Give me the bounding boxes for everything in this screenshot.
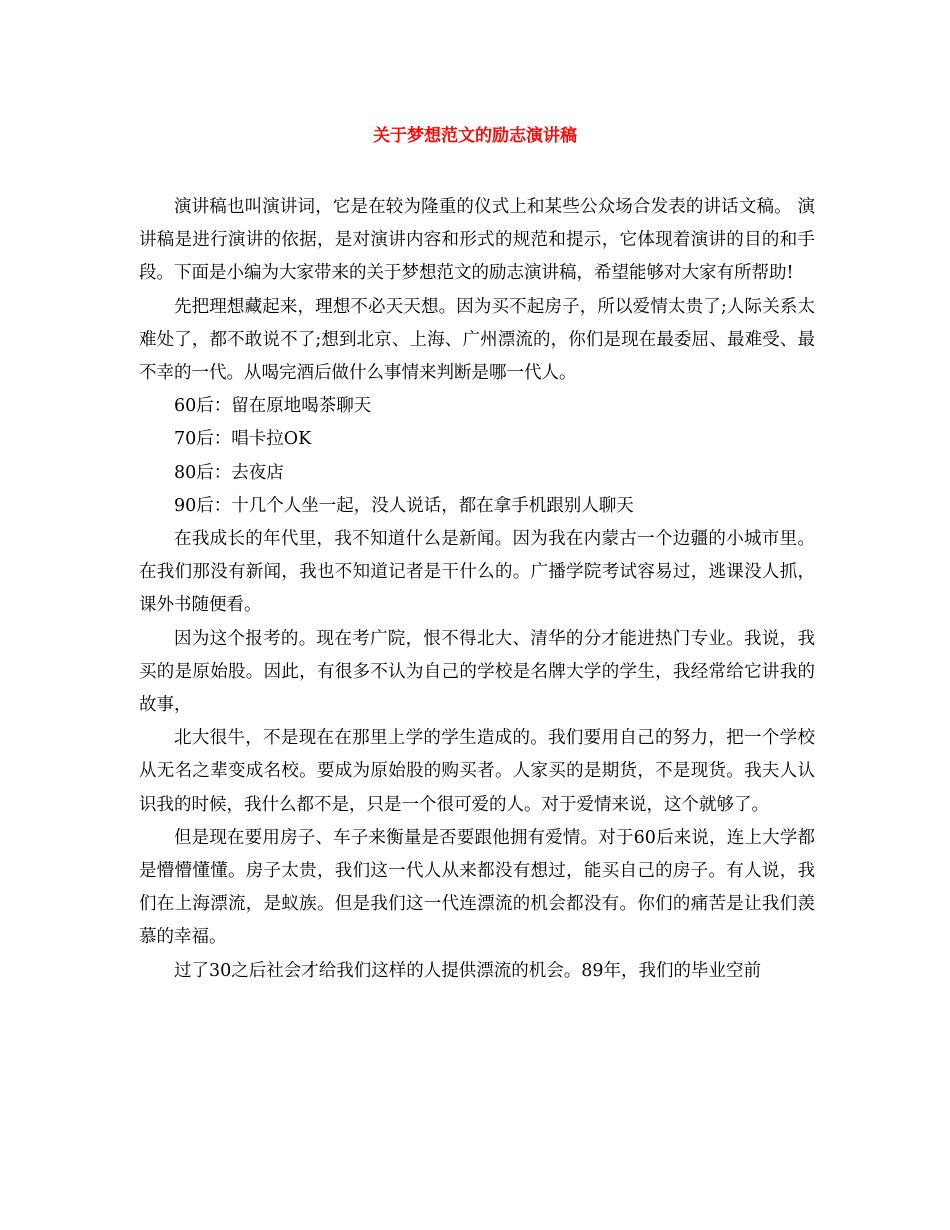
paragraph-90s: 90后：十几个人坐一起，没人说话，都在拿手机跟别人聊天 <box>174 495 634 516</box>
paragraph-peking-university: 北大很牛，不是现在在那里上学的学生造成的。我们要用自己的努力，把一个学校从无名之辈变成名校。要成为原始股的购买者。人家买的是期货，不是现货。我夫人认识我的时候，我什么都不是，只是一个很可爱的人。对于爱情来说，这个就够了。 <box>139 728 815 815</box>
paragraph-70s: 70后：唱卡拉OK <box>174 429 312 450</box>
paragraph-houses-cars: 但是现在要用房子、车子来衡量是否要跟他拥有爱情。对于60后来说，连上大学都是懵懵懂懂。房子太贵，我们这一代人从来都没有想过，能买自己的房子。有人说，我们在上海漂流，是蚁族。但是我们这一代连漂流的机会都没有。你们的痛苦是让我们羡慕的幸福。 <box>139 827 815 948</box>
paragraph-intro: 演讲稿也叫演讲词，它是在较为隆重的仪式上和某些公众场合发表的讲话文稿。 演讲稿是进行演讲的依据，是对演讲内容和形式的规范和提示，它体现着演讲的目的和手段。下面是小编为大家带来的关于梦想范文的励志演讲稿，希望能够对大家有所帮助! <box>139 197 815 284</box>
paragraph-80s: 80后：去夜店 <box>174 462 284 483</box>
paragraph-original-shares: 因为这个报考的。现在考广院，恨不得北大、清华的分才能进热门专业。我说，我买的是原始股。因此，有很多不认为自己的学校是名牌大学的学生，我经常给它讲我的故事， <box>139 628 815 716</box>
paragraph-60s: 60后：留在原地喝茶聊天 <box>174 396 372 417</box>
paragraph-growing-up: 在我成长的年代里，我不知道什么是新闻。因为我在内蒙古一个边疆的小城市里。在我们那没有新闻，我也不知道记者是干什么的。广播学院考试容易过，逃课没人抓，课外书随便看。 <box>139 529 815 616</box>
document-body <box>139 191 815 988</box>
paragraph-after-thirty: 过了30之后社会才给我们这样的人提供漂流的机会。89年，我们的毕业空前 <box>174 960 762 981</box>
paragraph-ideals: 先把理想藏起来，理想不必天天想。因为买不起房子，所以爱情太贵了;人际关系太难处了，都不敢说不了;想到北京、上海、广州漂流的，你们是现在最委屈、最难受、最不幸的一代。从喝完酒后做什么事情来判断是哪一代人。 <box>139 296 815 384</box>
document-title: 关于梦想范文的励志演讲稿 <box>373 126 577 146</box>
